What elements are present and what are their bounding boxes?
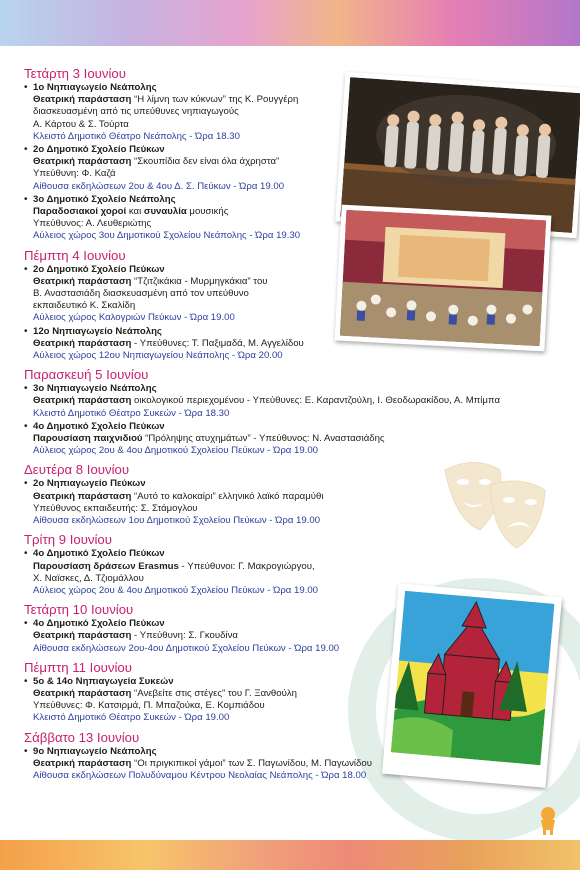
venue-time-line <box>33 515 562 527</box>
day-heading: Πέμπτη 11 Ιουνίου <box>24 659 132 675</box>
line-text: Παρουσίαση δράσεων Erasmus <box>33 560 179 572</box>
event-detail-line <box>33 561 562 573</box>
line-text-rest: - Υπεύθυνοι: Γ. Μακρογιώργου, <box>178 560 315 572</box>
event-detail-line <box>33 630 562 642</box>
line-text: Αύλειος χώρος 2ου & 4ου Δημοτικού Σχολείου Πεύκων - Ώρα 19.00 <box>33 445 319 457</box>
event-entry <box>22 618 562 655</box>
bullet-icon: • <box>24 383 28 395</box>
line-text: Θεατρική παράσταση <box>33 337 132 349</box>
venue-time-line <box>33 643 562 655</box>
school-name <box>33 421 562 433</box>
line-text: 3ο Νηπιαγωγείο Νεάπολης <box>33 383 157 395</box>
event-entry <box>22 82 562 143</box>
line-text-rest: και <box>126 206 144 218</box>
line-text: Αίθουσα εκδηλώσεων 2ου-4ου Δημοτικού Σχολείου Πεύκων - Ώρα 19.00 <box>33 642 340 654</box>
line-text: 2ο Δημοτικό Σχολείο Πεύκων <box>33 263 165 275</box>
line-text: 3ο Δημοτικό Σχολείο Νεάπολης <box>33 193 176 205</box>
line-text-rest: - Υπεύθυνη: Σ. Γκουδίνα <box>131 630 238 642</box>
bullet-icon: • <box>24 745 28 757</box>
event-entry <box>22 421 562 458</box>
line-text-rest: “Η λίμνη των κύκνων” της Κ. Ρουγγέρη <box>131 94 299 106</box>
day-heading: Παρασκευή 5 Ιουνίου <box>24 367 149 383</box>
line-text: Αύλειος χώρος Καλογριών Πεύκων - Ώρα 19.00 <box>33 312 235 324</box>
line-text: 12ο Νηπιαγωγείο Νεάπολης <box>33 325 162 337</box>
line-text: Θεατρική παράσταση <box>33 630 132 642</box>
school-name <box>33 548 562 560</box>
event-entry <box>22 264 562 325</box>
bullet-icon: • <box>24 193 28 205</box>
school-name <box>33 676 562 688</box>
school-name <box>33 326 562 338</box>
venue-time-line <box>33 131 562 143</box>
school-name <box>33 618 562 630</box>
line-text: διασκευασμένη από τις υπεύθυνες νηπιαγωγούς <box>33 106 239 118</box>
line-text: Θεατρική παράσταση <box>33 275 132 287</box>
event-entry <box>22 326 562 363</box>
event-detail-line <box>33 688 562 700</box>
venue-time-line <box>33 312 562 324</box>
event-entry <box>22 194 562 243</box>
school-name <box>33 194 562 206</box>
line-text: 4ο Δημοτικό Σχολείο Πεύκων <box>33 420 165 432</box>
event-detail-line <box>33 758 562 770</box>
event-detail-line <box>33 218 562 230</box>
event-detail-line <box>33 700 562 712</box>
venue-time-line <box>33 230 562 242</box>
event-detail-line <box>33 276 562 288</box>
line-text: Β. Αναστασιάδη διασκευασμένη από τον υπεύθυνο <box>33 288 249 300</box>
venue-time-line <box>33 350 562 362</box>
day-heading: Πέμπτη 4 Ιουνίου <box>24 247 126 263</box>
line-text: Χ. Ναϊσκες, Δ. Τζιομάλλου <box>33 572 144 584</box>
child-figure-icon <box>537 806 559 836</box>
bullet-icon: • <box>24 263 28 275</box>
event-detail-line <box>33 168 562 180</box>
event-detail-line <box>33 156 562 168</box>
event-detail-line <box>33 119 562 131</box>
day-heading: Σάββατο 13 Ιουνίου <box>24 729 140 745</box>
school-name <box>33 264 562 276</box>
event-detail-line <box>33 106 562 118</box>
line-text: 9ο Νηπιαγωγείο Νεάπολης <box>33 745 157 757</box>
event-detail-line <box>33 206 562 218</box>
line-text: 4ο Δημοτικό Σχολείο Πεύκων <box>33 618 165 630</box>
event-detail-line <box>33 300 562 312</box>
line-text: 1ο Νηπιαγωγείο Νεάπολης <box>33 82 157 93</box>
line-text-rest: μουσικής <box>186 206 229 218</box>
line-text-rest: “Τζιτζικάκια - Μυρμηγκάκια” του <box>131 275 268 287</box>
bullet-icon: • <box>24 675 28 687</box>
bullet-icon: • <box>24 82 28 93</box>
line-text: Υπεύθυνη: Φ. Καζά <box>33 168 116 180</box>
venue-time-line <box>33 445 562 457</box>
line-text: 5ο & 14ο Νηπιαγωγεία Συκεών <box>33 675 174 687</box>
line-text: Παρουσίαση παιχνιδιού <box>33 433 143 445</box>
line-text: Θεατρική παράσταση <box>33 156 132 168</box>
line-text: Κλειστό Δημοτικό Θέατρο Νεάπολης - Ώρα 18.30 <box>33 130 240 142</box>
school-name <box>33 82 562 94</box>
line-text: Αίθουσα εκδηλώσεων Πολυδύναμου Κέντρου Νεολαίας Νεάπολης - Ώρα 18.00 <box>33 769 367 781</box>
line-text: Αίθουσα εκδηλώσεων 1ου Δημοτικού Σχολείου Πεύκων - Ώρα 19.00 <box>33 515 321 527</box>
line-text: Υπεύθυνες: Φ. Κατσιρμά, Π. Μπαζούκα, Ε. Κομπιάδου <box>33 700 265 712</box>
line-text: Αύλειος χώρος 2ου & 4ου Δημοτικού Σχολείου Πεύκων - Ώρα 19.00 <box>33 584 319 596</box>
line-text-rest: “Οι πριγκιπικοί γάμοι” των Σ. Παγωνίδου, Μ. Παγωνίδου <box>131 757 372 769</box>
venue-time-line <box>33 408 562 420</box>
bullet-icon: • <box>24 548 28 560</box>
event-detail-line <box>33 94 562 106</box>
line-text: εκπαιδευτικό Κ. Σκαλίδη <box>33 300 136 312</box>
line-text-rest: “Σκουπίδια δεν είναι όλα άχρηστα” <box>131 156 280 168</box>
line-text: Κλειστό Δημοτικό Θέατρο Συκεών - Ώρα 18.30 <box>33 407 230 419</box>
line-text: 2ο Νηπιαγωγείο Πεύκων <box>33 478 146 490</box>
bullet-icon: • <box>24 144 28 156</box>
venue-time-line <box>33 712 562 724</box>
line-text: Αίθουσα εκδηλώσεων 2ου & 4ου Δ. Σ. Πεύκων - Ώρα 19.00 <box>33 180 285 192</box>
line-text-bold: συναυλία <box>143 206 187 218</box>
line-text-rest: - Υπεύθυνες: Τ. Παξιμαδά, Μ. Αγγελίδου <box>131 337 304 349</box>
bullet-icon: • <box>24 325 28 337</box>
day-heading: Τετάρτη 10 Ιουνίου <box>24 602 134 618</box>
bullet-icon: • <box>24 478 28 490</box>
line-text: Θεατρική παράσταση <box>33 94 132 106</box>
line-text-rest: “Αυτό το καλοκαίρι” ελληνικό λαϊκό παραμύθι <box>131 490 324 502</box>
event-detail-line <box>33 573 562 585</box>
event-entry <box>22 548 562 597</box>
school-name <box>33 746 562 758</box>
event-entry <box>22 746 562 783</box>
event-entry <box>22 478 562 527</box>
line-text: Θεατρική παράσταση <box>33 687 132 699</box>
day-heading: Τετάρτη 3 Ιουνίου <box>24 66 126 81</box>
top-decorative-band <box>0 0 580 46</box>
bullet-icon: • <box>24 420 28 432</box>
line-text: 4ο Δημοτικό Σχολείο Πεύκων <box>33 548 165 560</box>
event-entry <box>22 676 562 725</box>
event-detail-line <box>33 338 562 350</box>
event-detail-line <box>33 395 562 407</box>
line-text: Θεατρική παράσταση <box>33 490 132 502</box>
school-name <box>33 478 562 490</box>
school-name <box>33 383 562 395</box>
line-text: Αύλειος χώρος 12ου Νηπιαγωγείου Νεάπολης - Ώρα 20.00 <box>33 350 283 362</box>
line-text: Κλειστό Δημοτικό Θέατρο Συκεών - Ώρα 19.00 <box>33 712 230 724</box>
line-text: Αύλειος χώρος 3ου Δημοτικού Σχολείου Νεάπολης - Ώρα 19.30 <box>33 230 301 242</box>
line-text: Υπεύθυνος εκπαιδευτής: Σ. Στάμογλου <box>33 502 198 514</box>
bottom-decorative-band <box>0 840 580 870</box>
bullet-icon: • <box>24 618 28 630</box>
school-name <box>33 144 562 156</box>
line-text-rest: “Ανεβείτε στις στέγες” του Γ. Ξανθούλη <box>131 687 297 699</box>
line-text: Α. Κάρτου & Σ. Τούρτα <box>33 118 129 130</box>
day-heading: Τρίτη 9 Ιουνίου <box>24 532 112 548</box>
line-text: Παραδοσιακοί χοροί <box>33 206 127 218</box>
event-entry <box>22 383 562 420</box>
line-text: Θεατρική παράσταση <box>33 757 132 769</box>
schedule-list <box>22 66 562 787</box>
venue-time-line <box>33 181 562 193</box>
line-text-rest: “Πρόληψης ατυχημάτων” - Υπεύθυνος: Ν. Αναστασιάδης <box>142 433 385 445</box>
event-detail-line <box>33 503 562 515</box>
event-entry <box>22 144 562 193</box>
venue-time-line <box>33 585 562 597</box>
line-text-rest: οικολογικού περιεχομένου - Υπεύθυνες: Ε. Καραντζούλη, Ι. Θεοδωρακίδου, Α. Μπίμπα <box>131 395 500 407</box>
line-text: Υπεύθυνος: Α. Λευθεριώτης <box>33 218 152 230</box>
venue-time-line <box>33 770 562 782</box>
line-text: 2ο Δημοτικό Σχολείο Πεύκων <box>33 144 165 156</box>
event-detail-line <box>33 288 562 300</box>
event-detail-line <box>33 433 562 445</box>
event-detail-line <box>33 491 562 503</box>
day-heading: Δευτέρα 8 Ιουνίου <box>24 462 130 478</box>
line-text: Θεατρική παράσταση <box>33 395 132 407</box>
